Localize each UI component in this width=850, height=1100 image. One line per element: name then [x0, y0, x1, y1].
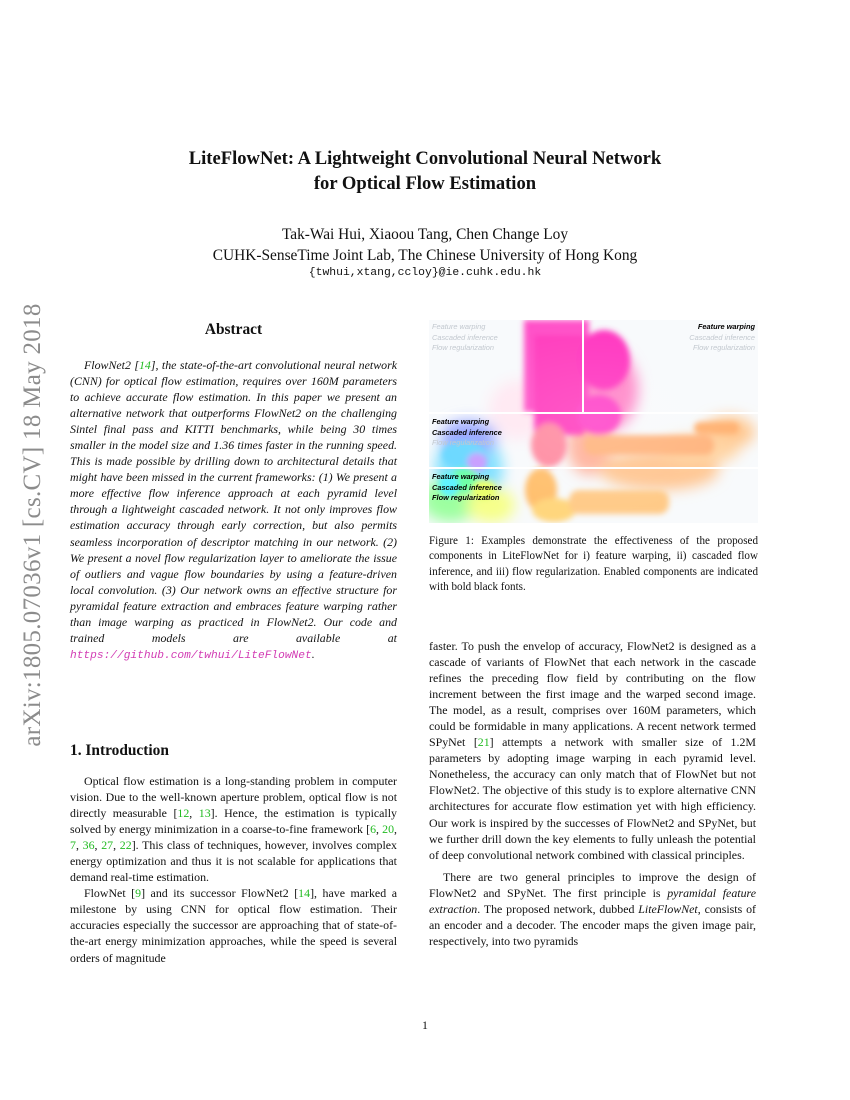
abstract-text-main: ], the state-of-the-art convolutional neural network (CNN) for optical flow estimation, requires over 160M parameters to achieve accurate flow estimation. In this paper we present an alternative network that outperforms FlowNet2 on the challenging Sintel final pass and KITTI benchmarks, while being 30 times smaller in the model size and 1.36 times faster in the running speed. This is made possible by drilling down to architectural details that might have been missed in the current frameworks: (1) We present a more effective flow inference approach at each pyramid level through a lightweight cascaded network. It not only improves flow estimation accuracy through early correction, but also permits seamless incorporation of descriptor matching in our network. (2) We present a novel flow regularization layer to ameliorate the issue of outliers and vague flow boundaries by using a feature-driven local convolution. (3) Our network owns an effective structure for pyramidal feature extraction and embraces feature warping rather than image warping as practiced in FlowNet2. Our code and trained models are available at [70, 358, 397, 645]
panel-4-label-3: Flow regularization [432, 493, 500, 503]
panel-2-label-2: Cascaded inference [689, 332, 755, 342]
left-column-text [70, 773, 397, 966]
panel-2-label-3: Flow regularization [692, 343, 755, 353]
intro-paragraph-3: There are two general principles to improve the design of FlowNet2 and SPyNet. The first principle is pyramidal feature extraction. The proposed network, dubbed LiteFlowNet, consists of an encoder and a decoder. The encoder maps the given image pair, respectively, into two pyramids [429, 869, 756, 948]
panel-4-label-2: Cascaded inference [432, 482, 502, 492]
citation-link[interactable]: 12 [177, 806, 190, 821]
intro-paragraph-2-continued: faster. To push the envelop of accuracy, FlowNet2 is designed as a cascade of variants of FlowNet that each network in the cascade refines the preceding flow field by contributing on the flow increment between the first image and the warped second image. The model, as a result, comprises over 160M parameters, which could be formidable in many applications. A recent network termed SPyNet [21] attempts a network with smaller size of 1.2M parameters by adopting image warping in each pyramid level. Nonetheless, the accuracy can only match that of FlowNet but not FlowNet2. The objective of this study is to explore alternative CNN architectures for accurate flow estimation yet with high efficiency. Our work is inspired by the successes of FlowNet2 and SPyNet, but we further drill down the key elements to fully unleash the potential of deep convolutional network combined with classical principles. [429, 639, 756, 862]
title-line-1: LiteFlowNet: A Lightweight Convolutional Neural Network [188, 148, 662, 169]
panel-3-label-1: Feature warping [432, 417, 490, 426]
author-email: {twhui,xtang,ccloy}@ie.cuhk.edu.hk [308, 267, 542, 279]
panel-1-label-2: Cascaded inference [432, 332, 498, 342]
panel-3-label-2: Cascaded inference [432, 427, 502, 437]
arxiv-stamp [17, 265, 49, 785]
abstract-heading: Abstract [204, 321, 263, 338]
authors: Tak-Wai Hui, Xiaoou Tang, Chen Change Loy [281, 226, 569, 243]
citation-link[interactable]: 36 [82, 838, 95, 853]
right-column-text [429, 638, 756, 949]
panel-2-label-1: Feature warping [697, 322, 755, 331]
figure-1 [429, 320, 758, 523]
affiliation: CUHK-SenseTime Joint Lab, The Chinese University of Hong Kong [212, 247, 638, 264]
panel-labels-2 [689, 322, 755, 354]
citation-link[interactable]: 13 [198, 806, 211, 821]
citation-link[interactable]: 14 [298, 886, 311, 901]
section-heading-introduction: 1. Introduction [70, 742, 169, 759]
panel-1-label-3: Flow regularization [432, 343, 495, 353]
citation-link[interactable]: 20 [382, 822, 395, 837]
intro-paragraph-1: Optical flow estimation is a long-standing problem in computer vision. Due to the well-known aperture problem, optical flow is not directly measurable [12, 13]. Hence, the estimation is typically solved by energy minimization in a coarse-to-fine framework [6, 20, 7, 36, 27, 22]. This class of techniques, however, involves complex energy optimization and thus it is not scalable for applications that demand real-time estimation. [70, 774, 397, 885]
paper-title [0, 146, 850, 196]
figure-caption: Figure 1: Examples demonstrate the effectiveness of the proposed components in LiteFlowNet for i) feature warping, ii) cascaded flow inference, and iii) flow regularization. Enabled components are indicated with bold black fonts. [429, 535, 758, 593]
abstract-text-end: . [311, 646, 315, 661]
title-line-2: for Optical Flow Estimation [313, 173, 537, 194]
citation-link[interactable]: 21 [477, 735, 490, 750]
abstract-text-start: FlowNet2 [ [84, 358, 139, 372]
citation-link[interactable]: 7 [70, 838, 76, 853]
emphasis-text: pyramidal feature extraction [429, 885, 756, 916]
panel-3-label-3: Flow regularization [432, 438, 495, 448]
citation-link[interactable]: 22 [119, 838, 132, 853]
panel-labels-1 [432, 322, 498, 354]
panel-4-label-1: Feature warping [432, 472, 490, 481]
citation-link[interactable]: 14 [138, 358, 151, 372]
author-block [0, 224, 850, 266]
intro-paragraph-2: FlowNet [9] and its successor FlowNet2 [14], have marked a milestone by using CNN for optical flow estimation. Their accuracies especially the successor are approaching that of state-of-the-art energy minimization approaches, while the speed is several orders of magnitude [70, 886, 397, 965]
citation-link[interactable]: 27 [101, 838, 114, 853]
citation-link[interactable]: 6 [370, 822, 377, 837]
citation-link[interactable]: 9 [135, 886, 142, 901]
page-number: 1 [422, 1018, 428, 1032]
panel-labels-4 [432, 472, 502, 504]
panel-1-label-1: Feature warping [432, 322, 486, 331]
emphasis-text: LiteFlowNet [638, 901, 698, 916]
arxiv-stamp-text: arXiv:1805.07036v1 [cs.CV] 18 May 2018 [19, 303, 46, 747]
abstract-body [70, 357, 397, 664]
panel-labels-3 [432, 417, 502, 449]
github-link[interactable]: https://github.com/twhui/LiteFlowNet [70, 649, 312, 662]
